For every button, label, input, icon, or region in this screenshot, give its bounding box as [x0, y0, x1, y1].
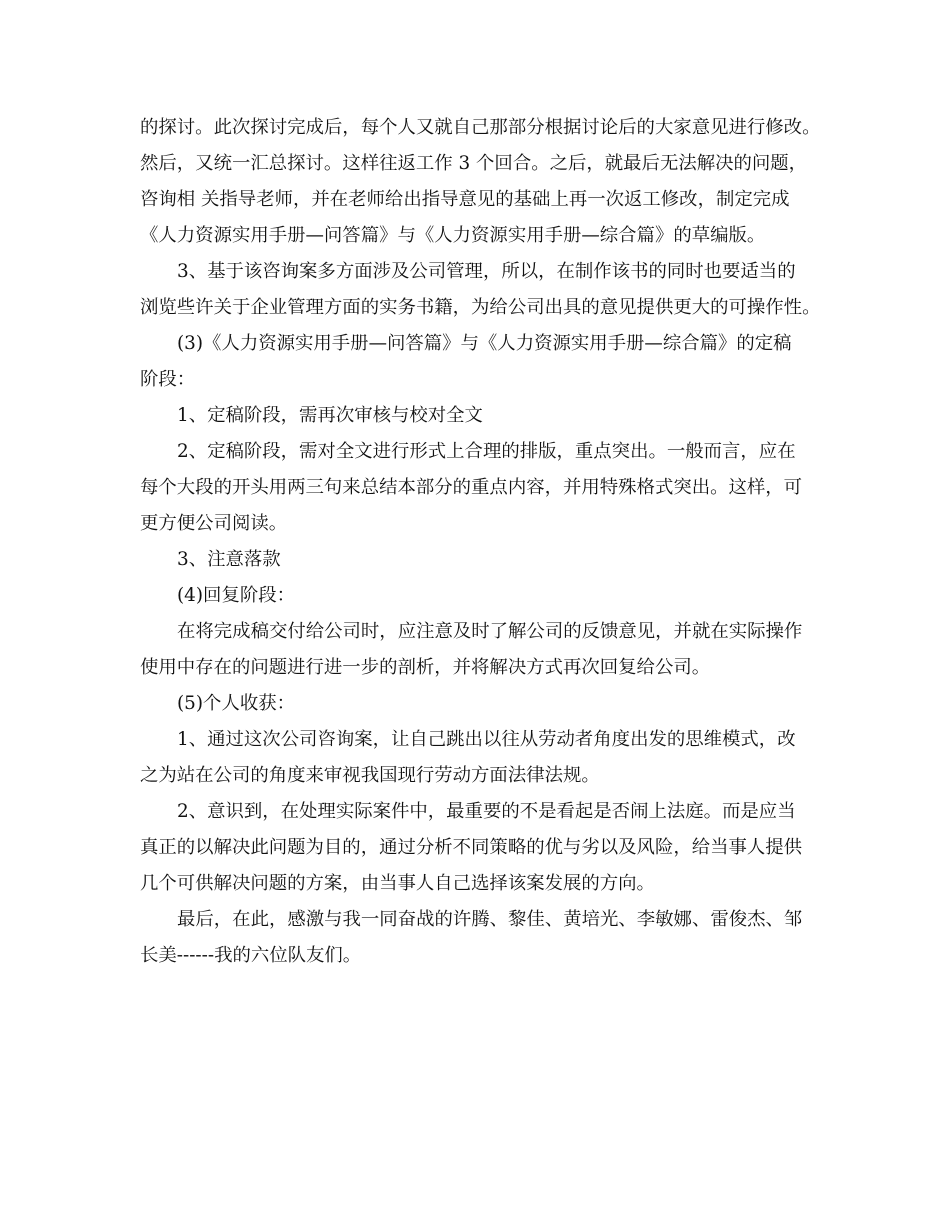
text-line: 《人力资源实用手册—问答篇》与《人力资源实用手册—综合篇》的草编版。: [140, 225, 766, 246]
paragraph-start-line: 3、基于该咨询案多方面涉及公司管理，所以，在制作该书的同时也要适当的: [177, 261, 796, 282]
text-line: 浏览些许关于企业管理方面的实务书籍，为给公司出具的意见提供更大的可操作性。: [140, 297, 821, 318]
section-heading: (3)《人力资源实用手册—问答篇》与《人力资源实用手册—综合篇》的定稿: [177, 333, 792, 354]
text-line: 使用中存在的问题进行进一步的剖析，并将解决方式再次回复给公司。: [140, 657, 711, 678]
section-heading: (5)个人收获：: [177, 693, 296, 714]
paragraph-start-line: 最后，在此，感激与我一同奋战的许腾、黎佳、黄培光、李敏娜、雷俊杰、邹: [177, 909, 803, 930]
text-line: 的探讨。此次探讨完成后，每个人又就自己那部分根据讨论后的大家意见进行修改。: [140, 117, 821, 138]
section-heading-continued: 阶段：: [140, 369, 196, 390]
text-line: 几个可供解决问题的方案，由当事人自己选择该案发展的方向。: [140, 873, 655, 894]
list-item: 2、意识到，在处理实际案件中，最重要的不是看起是否闹上法庭。而是应当: [177, 801, 796, 822]
text-line: 真正的以解决此问题为目的，通过分析不同策略的优与劣以及风险，给当事人提供: [140, 837, 803, 858]
section-heading: (4)回复阶段：: [177, 585, 296, 606]
paragraph-start-line: 在将完成稿交付给公司时，应注意及时了解公司的反馈意见，并就在实际操作: [177, 621, 803, 642]
text-line: 长美------我的六位队友们。: [140, 945, 362, 966]
text-line: 每个大段的开头用两三句来总结本部分的重点内容，并用特殊格式突出。这样，可: [140, 477, 803, 498]
text-line: 咨询相 关指导老师，并在老师给出指导意见的基础上再一次返工修改，制定完成: [140, 189, 790, 210]
list-item: 1、定稿阶段，需再次审核与校对全文: [177, 405, 483, 426]
list-item: 1、通过这次公司咨询案，让自己跳出以往从劳动者角度出发的思维模式，改: [177, 729, 796, 750]
list-item: 2、定稿阶段，需对全文进行形式上合理的排版，重点突出。一般而言，应在: [177, 441, 796, 462]
list-item: 3、注意落款: [177, 549, 281, 570]
text-line: 之为站在公司的角度来审视我国现行劳动方面法律法规。: [140, 765, 600, 786]
text-line: 然后，又统一汇总探讨。这样往返工作 3 个回合。之后，就最后无法解决的问题，: [140, 153, 808, 174]
text-line: 更方便公司阅读。: [140, 513, 288, 534]
